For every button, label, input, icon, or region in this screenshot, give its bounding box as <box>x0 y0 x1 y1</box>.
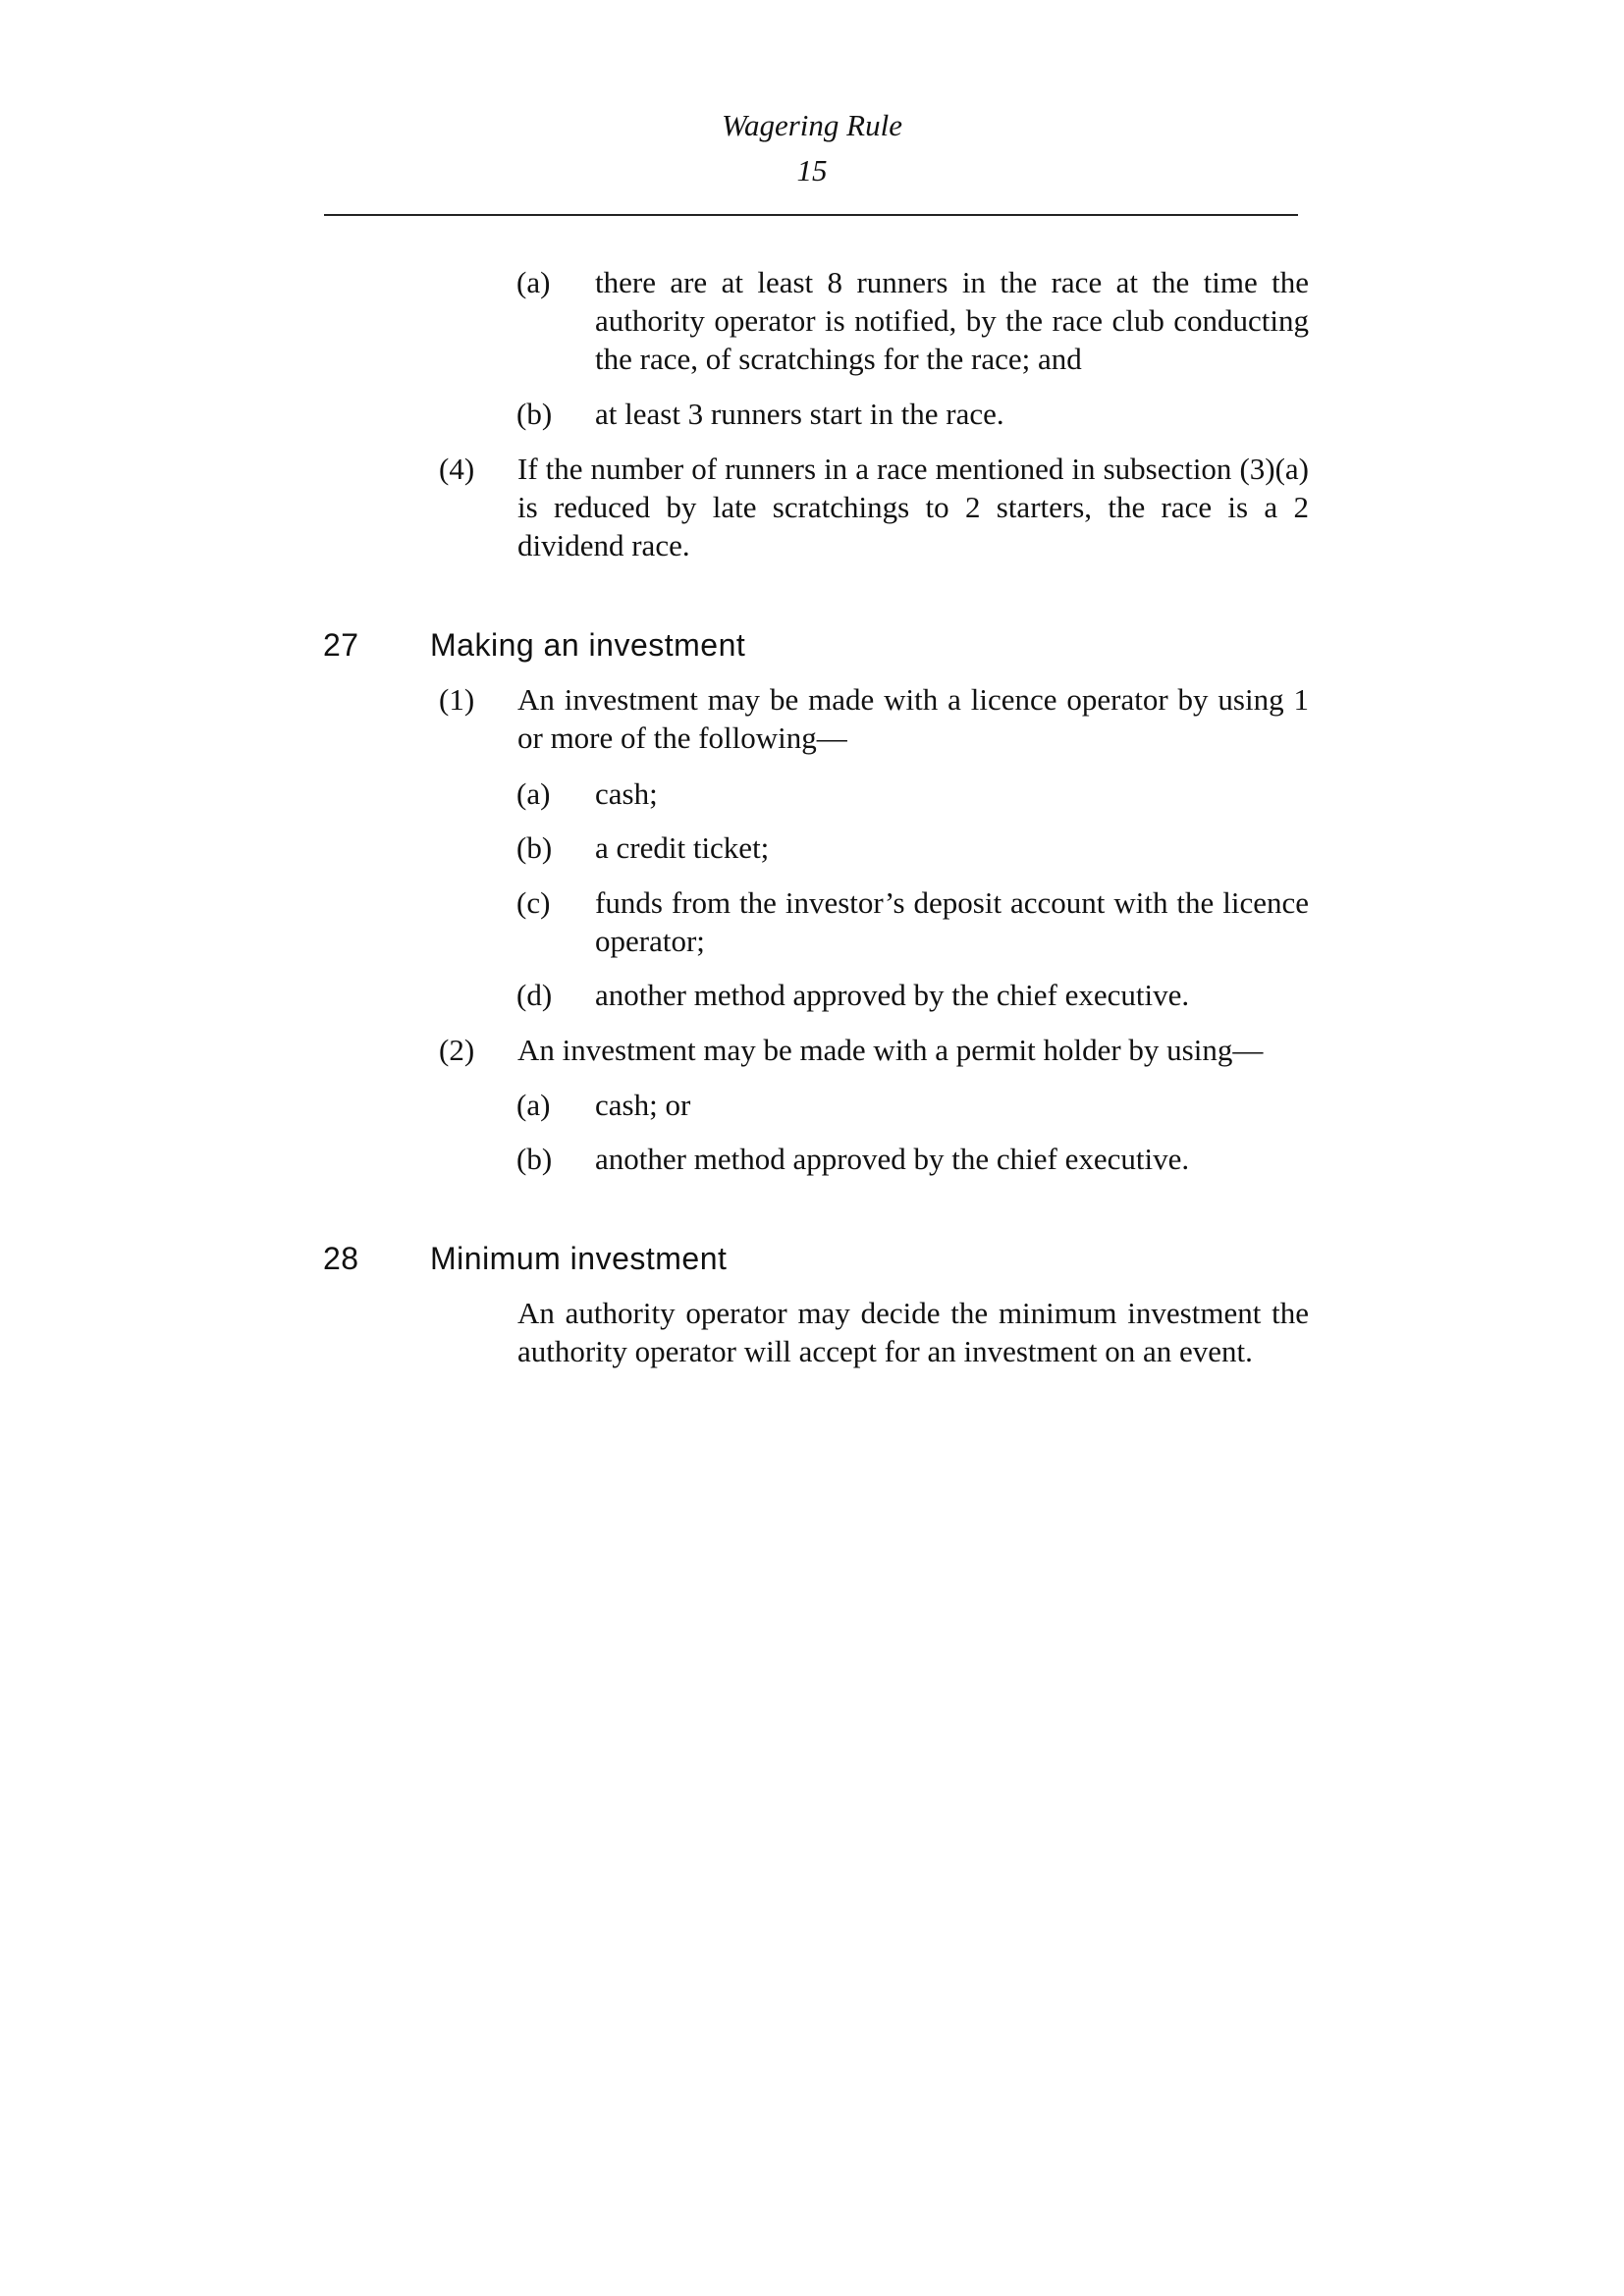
subsection-text-27-1: An investment may be made with a licence operator by using 1 or more of the following— <box>517 682 1309 755</box>
section-text-28: An authority operator may decide the minimum investment the authority operator will accept for an investment on an event. <box>517 1296 1309 1368</box>
page-number: 15 <box>796 153 828 187</box>
item-text-a: there are at least 8 runners in the race at the time the authority operator is notified, by the race club conducting the race, of scratchings for the race; and <box>595 265 1309 376</box>
running-header-title: Wagering Rule <box>722 108 902 142</box>
section-number-27: 27 <box>323 627 359 663</box>
list-item-label: (b) <box>516 1142 553 1176</box>
section-title-27: Making an investment <box>430 627 746 663</box>
list-item-text: a credit ticket; <box>595 830 770 865</box>
item-label-a: (a) <box>516 265 551 299</box>
list-item-label: (d) <box>516 978 553 1012</box>
list-item-label: (c) <box>516 885 551 920</box>
list-item-text: cash; <box>595 776 658 811</box>
subsection-text-4: If the number of runners in a race mentioned in subsection (3)(a) is reduced by late scratchings to 2 starters, the race is a 2 dividend race. <box>517 452 1309 562</box>
list-item-label: (b) <box>516 830 553 865</box>
subsection-text-27-2: An investment may be made with a permit holder by using— <box>517 1033 1264 1067</box>
subsection-label-27-2: (2) <box>439 1033 475 1067</box>
section-number-28: 28 <box>323 1241 359 1276</box>
section-title-28: Minimum investment <box>430 1241 728 1276</box>
item-text-b: at least 3 runners start in the race. <box>595 397 1004 431</box>
list-item-text: another method approved by the chief executive. <box>595 978 1190 1012</box>
subsection-label-4: (4) <box>439 452 475 486</box>
subsection-label-27-1: (1) <box>439 682 475 717</box>
list-item-text: funds from the investor’s deposit account with the licence operator; <box>595 885 1309 958</box>
item-label-b: (b) <box>516 397 553 431</box>
header-rule <box>324 214 1298 216</box>
list-item-label: (a) <box>516 776 551 811</box>
list-item-text: cash; or <box>595 1088 691 1122</box>
list-item-text: another method approved by the chief executive. <box>595 1142 1190 1176</box>
list-item-label: (a) <box>516 1088 551 1122</box>
